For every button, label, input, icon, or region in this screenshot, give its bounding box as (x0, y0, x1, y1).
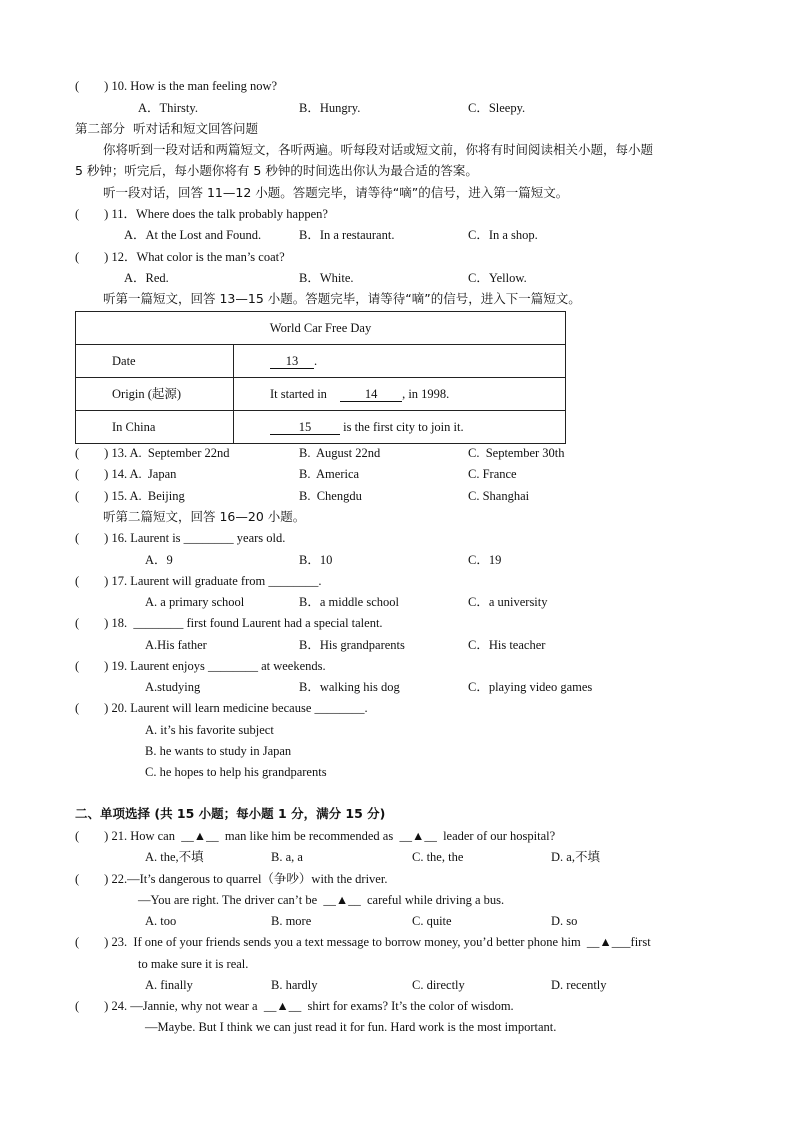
q23-option-a: A. finally (145, 978, 193, 992)
question-17: ( ) 17. Laurent will graduate from ________. (75, 574, 322, 588)
q13-option-b: B. August 22nd (299, 446, 381, 460)
question-22: ( ) 22.—It’s dangerous to quarrel（争吵）with the driver. (75, 872, 388, 886)
part2-intro-line2: 5 秒钟；听完后，每小题你将有 5 秒钟的时间选出你认为最合适的答案。 (75, 163, 478, 178)
row-label-date: Date (76, 345, 234, 378)
q23-line2: to make sure it is real. (138, 957, 249, 971)
question-14: ( ) 14. A. Japan (75, 467, 177, 481)
question-19: ( ) 19. Laurent enjoys ________ at weekends. (75, 659, 326, 673)
question-10: ( ) 10. How is the man feeling now? (75, 79, 278, 93)
q12-option-a: A．Red. (124, 271, 169, 285)
q16-option-b: B．10 (299, 553, 333, 567)
blank-13: 13 (270, 354, 314, 369)
passage2-intro: 听第二篇短文，回答 16—20 小题。 (103, 509, 306, 524)
table-row (76, 378, 566, 411)
q20-option-b: B. he wants to study in Japan (145, 744, 292, 758)
dialog-intro: 听一段对话，回答 11—12 小题。答题完毕，请等待“嘀”的信号，进入第一篇短文。 (103, 185, 569, 200)
q12-option-c: C．Yellow. (468, 271, 527, 285)
question-12: ( ) 12．What color is the man’s coat? (75, 250, 285, 264)
question-18: ( ) 18. ________ first found Laurent had a special talent. (75, 616, 383, 630)
q22-option-d: D. so (551, 914, 578, 928)
q24-line2: —Maybe. But I think we can just read it for fun. Hard work is the most important. (145, 1020, 557, 1034)
question-13: ( ) 13. A. September 22nd (75, 446, 230, 460)
q19-option-c: C．playing video games (468, 680, 593, 694)
q12-option-b: B．White. (299, 271, 354, 285)
row-value-china: 15 is the first city to join it. (234, 411, 566, 444)
question-11: ( ) 11．Where does the talk probably happen? (75, 207, 328, 221)
q20-option-c: C. he hopes to help his grandparents (145, 765, 327, 779)
question-16: ( ) 16. Laurent is ________ years old. (75, 531, 286, 545)
q18-option-b: B．His grandparents (299, 638, 405, 652)
q11-option-a: A．At the Lost and Found. (124, 228, 262, 242)
row-label-origin: Origin (起源) (76, 378, 234, 411)
table-row (76, 411, 566, 444)
q10-option-c: C．Sleepy. (468, 101, 526, 115)
q21-option-a: A. the,不填 (145, 850, 204, 864)
q11-option-b: B．In a restaurant. (299, 228, 395, 242)
q17-option-c: C．a university (468, 595, 548, 609)
question-23: ( ) 23. If one of your friends sends you a text message to borrow money, you’d better phone him __▲___first (75, 935, 651, 949)
row-value-date: 13 . (234, 345, 566, 378)
table-title: World Car Free Day (76, 312, 566, 345)
row-label-china: In China (76, 411, 234, 444)
q21-option-b: B. a, a (271, 850, 303, 864)
q22-option-b: B. more (271, 914, 312, 928)
section2-heading: 二、单项选择 (共 15 小题；每小题 1 分，满分 15 分) (75, 806, 386, 821)
q22-option-c: C. quite (412, 914, 452, 928)
q18-option-c: C．His teacher (468, 638, 546, 652)
q18-option-a: A.His father (145, 638, 207, 652)
q14-option-b: B. America (299, 467, 360, 481)
q10-option-a: A．Thirsty. (138, 101, 198, 115)
question-21: ( ) 21. How can __▲__ man like him be recommended as __▲__ leader of our hospital? (75, 829, 556, 843)
q11-option-c: C．In a shop. (468, 228, 538, 242)
part2-heading: 第二部分 听对话和短文回答问题 (75, 121, 258, 136)
q13-option-c: C. September 30th (468, 446, 565, 460)
blank-15: 15 (270, 420, 340, 435)
q15-option-c: C. Shanghai (468, 489, 530, 503)
blank-14: 14 (340, 387, 402, 402)
q21-option-c: C. the, the (412, 850, 464, 864)
row-value-origin: It started in 14 , in 1998. (234, 378, 566, 411)
question-15: ( ) 15. A. Beijing (75, 489, 185, 503)
q17-option-b: B．a middle school (299, 595, 399, 609)
q19-option-a: A.studying (145, 680, 201, 694)
world-car-free-day-table (75, 311, 566, 444)
q23-option-b: B. hardly (271, 978, 318, 992)
q10-option-b: B．Hungry. (299, 101, 361, 115)
q23-option-c: C. directly (412, 978, 465, 992)
question-20: ( ) 20. Laurent will learn medicine because ________. (75, 701, 368, 715)
q21-option-d: D. a,不填 (551, 850, 600, 864)
q17-option-a: A. a primary school (145, 595, 245, 609)
q23-option-d: D. recently (551, 978, 607, 992)
q22-line2: —You are right. The driver can’t be __▲__ careful while driving a bus. (138, 893, 505, 907)
q16-option-c: C．19 (468, 553, 502, 567)
q14-option-c: C. France (468, 467, 517, 481)
q19-option-b: B．walking his dog (299, 680, 400, 694)
part2-intro-line1: 你将听到一段对话和两篇短文，各听两遍。听每段对话或短文前，你将有时间阅读相关小题，每小题 (103, 142, 654, 157)
q22-option-a: A. too (145, 914, 177, 928)
table-row (76, 345, 566, 378)
passage1-intro: 听第一篇短文，回答 13—15 小题。答题完毕，请等待“嘀”的信号，进入下一篇短文。 (103, 291, 581, 306)
question-24: ( ) 24. —Jannie, why not wear a __▲__ shirt for exams? It’s the color of wisdom. (75, 999, 514, 1013)
q15-option-b: B. Chengdu (299, 489, 362, 503)
q16-option-a: A．9 (145, 553, 173, 567)
q20-option-a: A. it’s his favorite subject (145, 723, 274, 737)
